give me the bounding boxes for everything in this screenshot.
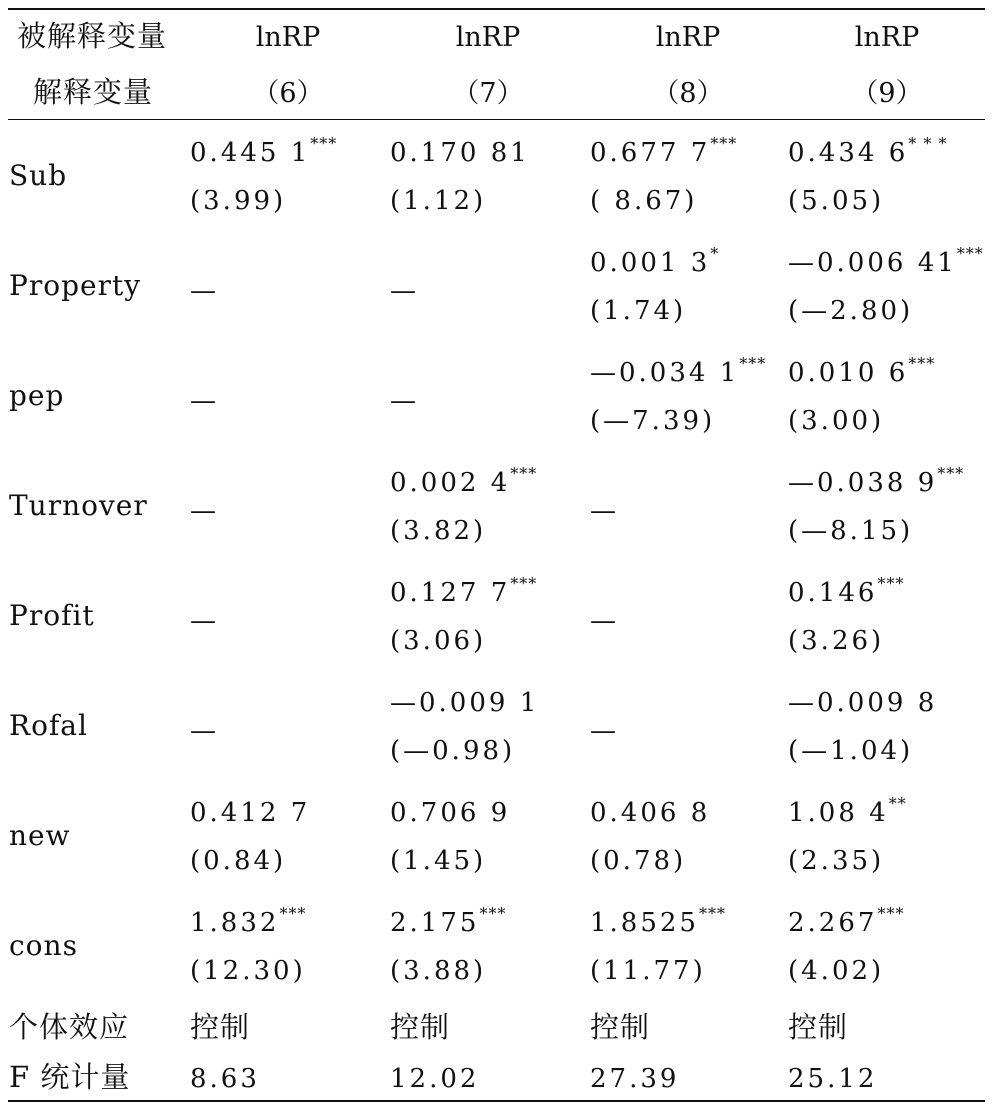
row-label-profit: Profit xyxy=(9,599,95,632)
t-statistic: (—2.80) xyxy=(788,296,914,326)
f-statistic-value: 8.63 xyxy=(190,1064,260,1094)
t-statistic: (3.00) xyxy=(788,406,885,436)
fixed-effects-value: 控制 xyxy=(590,1010,651,1044)
coefficient-value: 1.8525 xyxy=(590,908,699,938)
coefficient xyxy=(390,800,510,826)
coefficient-value: —0.038 9 xyxy=(788,468,938,498)
t-statistic: (3.99) xyxy=(190,186,287,216)
coefficient-value: 2.175 xyxy=(390,908,480,938)
coefficient xyxy=(390,574,538,608)
empty-cell-dash: — xyxy=(590,496,616,526)
significance-stars: * * * xyxy=(908,134,948,153)
t-statistic: (0.78) xyxy=(590,846,687,876)
coefficient-value: —0.009 8 xyxy=(788,688,938,718)
coefficient-value: 0.127 7 xyxy=(390,578,511,608)
coefficient xyxy=(788,464,965,498)
coefficient-value: 1.08 4 xyxy=(788,798,889,828)
column-header-dep-6: lnRP xyxy=(255,22,321,53)
coefficient-value: 0.002 4 xyxy=(390,468,511,498)
coefficient-value: 0.445 1 xyxy=(190,138,311,168)
coefficient xyxy=(390,690,539,716)
fixed-effects-value: 控制 xyxy=(190,1010,251,1044)
t-statistic: (1.12) xyxy=(390,186,487,216)
row-label-property: Property xyxy=(9,269,142,302)
empty-cell-dash: — xyxy=(190,276,216,306)
row-label-sub: Sub xyxy=(9,159,68,192)
empty-cell-dash: — xyxy=(190,496,216,526)
row-label-turnover: Turnover xyxy=(9,489,148,522)
fixed-effects-value: 控制 xyxy=(788,1010,849,1044)
coefficient xyxy=(590,800,710,826)
t-statistic: (—7.39) xyxy=(590,406,716,436)
significance-stars: *** xyxy=(510,574,538,593)
t-statistic: (3.26) xyxy=(788,626,885,656)
t-statistic: (4.02) xyxy=(788,956,885,986)
t-statistic: (3.06) xyxy=(390,626,487,656)
coefficient xyxy=(590,904,726,938)
column-header-dep-9: lnRP xyxy=(854,22,920,53)
empty-cell-dash: — xyxy=(590,716,616,746)
coefficient-value: 0.677 7 xyxy=(590,138,711,168)
significance-stars: ** xyxy=(888,794,907,813)
significance-stars: *** xyxy=(877,904,905,923)
t-statistic: (3.82) xyxy=(390,516,487,546)
top-rule xyxy=(8,8,985,10)
row-label-rofal: Rofal xyxy=(9,709,88,742)
empty-cell-dash: — xyxy=(190,386,216,416)
coefficient xyxy=(190,800,310,826)
t-statistic: (3.88) xyxy=(390,956,487,986)
significance-stars: *** xyxy=(937,464,965,483)
t-statistic: (0.84) xyxy=(190,846,287,876)
column-header-model-6: （6） xyxy=(252,78,324,109)
empty-cell-dash: — xyxy=(390,276,416,306)
coefficient-value: 0.706 9 xyxy=(390,798,511,828)
significance-stars: *** xyxy=(310,134,338,153)
significance-stars: *** xyxy=(710,134,738,153)
coefficient-value: 0.170 81 xyxy=(390,138,530,168)
empty-cell-dash: — xyxy=(390,386,416,416)
coefficient-value: 1.832 xyxy=(190,908,280,938)
f-statistic-value: 25.12 xyxy=(788,1064,878,1094)
coefficient xyxy=(788,904,905,938)
bottom-rule xyxy=(8,1100,985,1102)
t-statistic: (11.77) xyxy=(590,956,706,986)
significance-stars: *** xyxy=(479,904,507,923)
row-label-new: new xyxy=(9,819,71,852)
coefficient-value: 0.434 6 xyxy=(788,138,909,168)
coefficient xyxy=(590,134,738,168)
coefficient xyxy=(390,904,507,938)
significance-stars: *** xyxy=(739,354,767,373)
significance-stars: *** xyxy=(279,904,307,923)
coefficient-value: —0.034 1 xyxy=(590,358,740,388)
t-statistic: ( 8.67) xyxy=(590,186,698,216)
fixed-effects-value: 控制 xyxy=(390,1010,451,1044)
coefficient xyxy=(788,690,937,716)
header-rule xyxy=(8,119,985,120)
coefficient xyxy=(590,244,720,278)
t-statistic: (—8.15) xyxy=(788,516,914,546)
explanatory-variable-label: 解释变量 xyxy=(33,75,154,109)
coefficient xyxy=(390,464,538,498)
t-statistic: (—0.98) xyxy=(390,736,516,766)
significance-stars: *** xyxy=(956,244,984,263)
coefficient-value: 0.406 8 xyxy=(590,798,711,828)
column-header-dep-7: lnRP xyxy=(455,22,521,53)
coefficient-value: 0.146 xyxy=(788,578,878,608)
column-header-model-9: （9） xyxy=(851,78,923,109)
empty-cell-dash: — xyxy=(590,606,616,636)
coefficient-value: 2.267 xyxy=(788,908,878,938)
significance-stars: *** xyxy=(908,354,936,373)
coefficient xyxy=(190,134,338,168)
coefficient-value: 0.010 6 xyxy=(788,358,909,388)
empty-cell-dash: — xyxy=(190,716,216,746)
f-statistic-value: 27.39 xyxy=(590,1064,680,1094)
significance-stars: *** xyxy=(510,464,538,483)
coefficient xyxy=(788,794,907,828)
t-statistic: (1.74) xyxy=(590,296,687,326)
coefficient-value: —0.009 1 xyxy=(390,688,540,718)
column-header-model-8: （8） xyxy=(652,78,724,109)
row-label-f-statistic: F 统计量 xyxy=(9,1060,131,1094)
coefficient xyxy=(190,904,307,938)
coefficient xyxy=(590,354,767,388)
t-statistic: (5.05) xyxy=(788,186,885,216)
coefficient xyxy=(788,354,936,388)
coefficient-value: 0.001 3 xyxy=(590,248,711,278)
coefficient xyxy=(788,244,984,278)
column-header-model-7: （7） xyxy=(452,78,524,109)
row-label-fixed-effects: 个体效应 xyxy=(9,1010,130,1044)
significance-stars: *** xyxy=(877,574,905,593)
t-statistic: (2.35) xyxy=(788,846,885,876)
coefficient xyxy=(788,574,905,608)
coefficient xyxy=(788,134,948,168)
f-statistic-value: 12.02 xyxy=(390,1064,480,1094)
column-header-dep-8: lnRP xyxy=(655,22,721,53)
dependent-variable-label: 被解释变量 xyxy=(17,19,168,53)
significance-stars: * xyxy=(710,244,720,263)
significance-stars: *** xyxy=(698,904,726,923)
t-statistic: (1.45) xyxy=(390,846,487,876)
coefficient-value: 0.412 7 xyxy=(190,798,311,828)
coefficient-value: —0.006 41 xyxy=(788,248,957,278)
empty-cell-dash: — xyxy=(190,606,216,636)
t-statistic: (—1.04) xyxy=(788,736,914,766)
row-label-pep: pep xyxy=(9,379,65,412)
t-statistic: (12.30) xyxy=(190,956,306,986)
coefficient xyxy=(390,140,530,166)
row-label-cons: cons xyxy=(9,929,78,962)
